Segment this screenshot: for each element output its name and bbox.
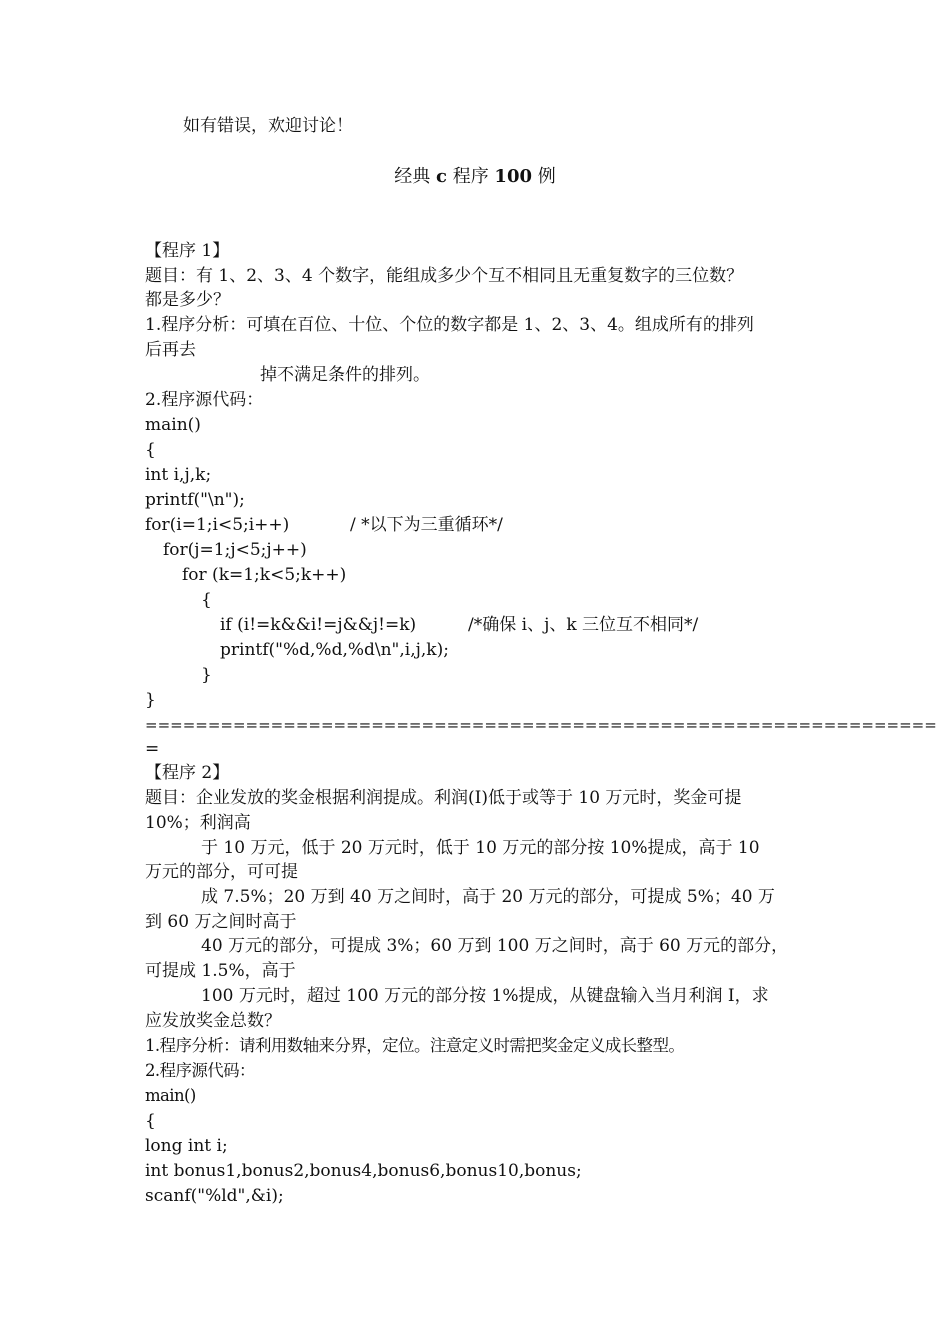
program2-analysis-line: 1.程序分析：请利用数轴来分界，定位。注意定义时需把奖金定义成长整型。 <box>145 1036 685 1055</box>
code-comment-check: /*确保 i、j、k 三位互不相同*/ <box>468 615 699 635</box>
program2-source-label: 2.程序源代码： <box>145 1061 255 1080</box>
program2-question-line: 40 万元的部分，可提成 3%；60 万到 100 万之间时，高于 60 万元的部分， <box>201 936 789 956</box>
code-line: } <box>201 665 212 685</box>
program2-question-line: 于 10 万元，低于 20 万元时，低于 10 万元的部分按 10%提成，高于 10 <box>201 838 760 858</box>
program1-source-label: 2.程序源代码： <box>145 390 264 410</box>
program2-question-line: 可提成 1.5%，高于 <box>145 961 296 981</box>
code-line: { <box>201 590 212 610</box>
separator-line-tail: = <box>145 739 160 759</box>
code-line: for(j=1;j<5;j++) <box>163 540 307 560</box>
code-line: scanf("%ld",&i); <box>145 1186 284 1206</box>
code-line: int bonus1,bonus2,bonus4,bonus6,bonus10,bonus; <box>145 1161 582 1181</box>
code-comment-loop: / *以下为三重循环*/ <box>350 515 503 535</box>
program1-analysis-line2: 后再去 <box>145 340 196 360</box>
program1-question-line1: 题目：有 1、2、3、4 个数字，能组成多少个互不相同且无重复数字的三位数？ <box>145 266 744 286</box>
code-line-condition: if (i!=k&&i!=j&&j!=k) /*确保 i、j、k 三位互不相同*/ <box>220 615 699 635</box>
program2-question-line: 成 7.5%；20 万到 40 万之间时，高于 20 万元的部分，可提成 5%；40 万 <box>201 887 775 907</box>
code-line: } <box>145 690 156 710</box>
code-line: printf("\n"); <box>145 490 245 510</box>
code-line: for (k=1;k<5;k++) <box>182 565 347 585</box>
program2-question-line: 万元的部分，可可提 <box>145 862 298 882</box>
program1-question-line2: 都是多少？ <box>145 290 230 310</box>
separator-line: =============================================================== <box>145 716 937 734</box>
program2-question-line: 100 万元时，超过 100 万元的部分按 1%提成，从键盘输入当月利润 I，求 <box>201 986 769 1006</box>
page-title: 经典 c 程序 100 例 <box>394 166 556 187</box>
program1-analysis-line3: 掉不满足条件的排列。 <box>260 365 430 385</box>
program2-question-line: 到 60 万之间时高于 <box>145 912 297 932</box>
program2-question-line: 题目：企业发放的奖金根据利润提成。利润(I)低于或等于 10 万元时，奖金可提 <box>145 788 742 808</box>
code-line: { <box>145 1111 156 1131</box>
code-line-outer-loop: for(i=1;i<5;i++) / *以下为三重循环*/ <box>145 515 503 535</box>
code-line: int i,j,k; <box>145 465 212 485</box>
program1-header: 【程序 1】 <box>145 241 230 261</box>
program2-question-line: 10%；利润高 <box>145 813 251 833</box>
code-line: { <box>145 440 156 460</box>
code-line: printf("%d,%d,%d\n",i,j,k); <box>220 640 449 660</box>
code-line: main() <box>145 415 201 435</box>
program2-question-line: 应发放奖金总数？ <box>145 1011 281 1031</box>
discussion-note: 如有错误，欢迎讨论！ <box>183 116 353 136</box>
program2-header: 【程序 2】 <box>145 763 230 783</box>
code-line: long int i; <box>145 1136 228 1156</box>
code-line: main() <box>145 1086 196 1105</box>
program1-analysis-line1: 1.程序分析：可填在百位、十位、个位的数字都是 1、2、3、4。组成所有的排列 <box>145 315 754 335</box>
